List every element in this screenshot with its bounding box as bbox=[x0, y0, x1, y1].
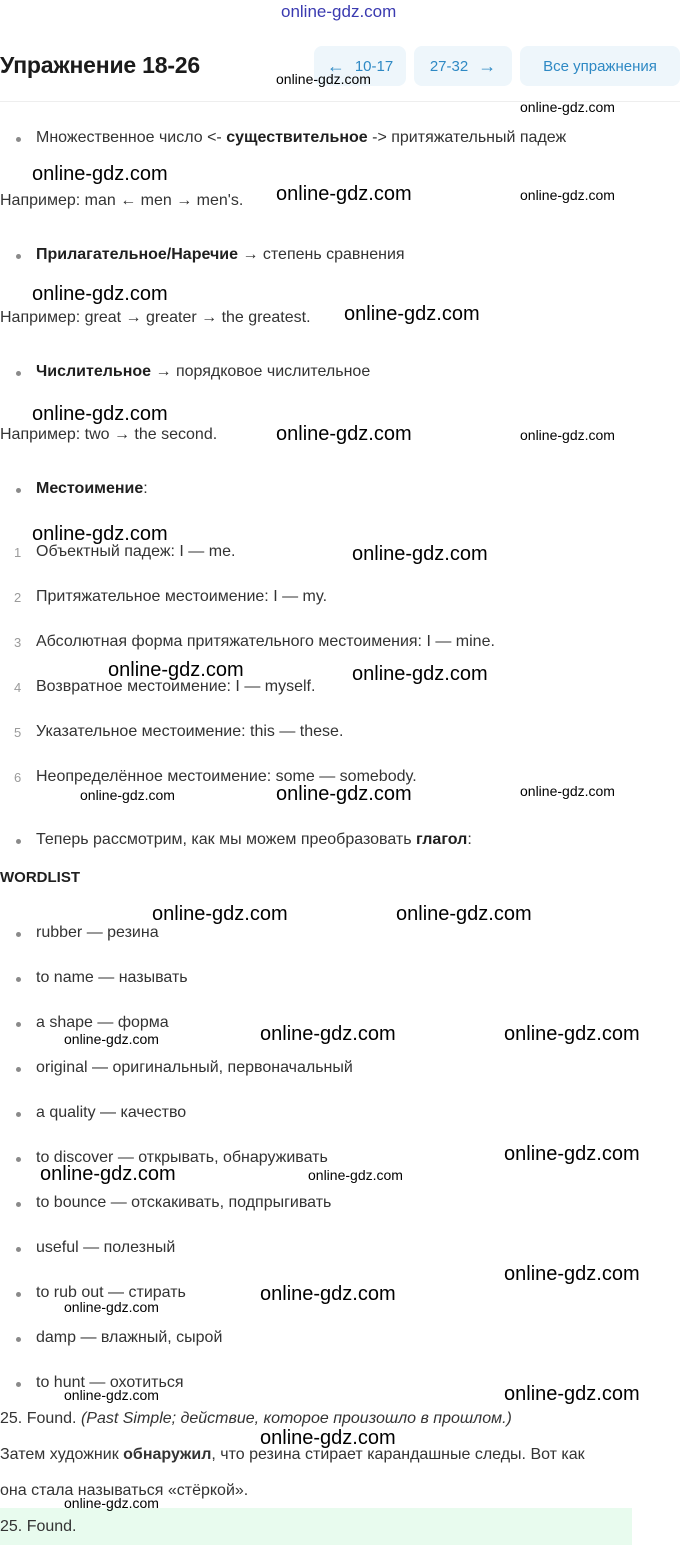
watermark: online-gdz.com bbox=[520, 427, 615, 443]
watermark: online-gdz.com bbox=[260, 1023, 396, 1045]
wordlist-item: to bounce — отскакивать, подпрыгивать bbox=[36, 1194, 332, 1211]
translation-pre: Затем художник bbox=[0, 1446, 124, 1463]
watermark: online-gdz.com bbox=[276, 423, 412, 445]
watermark: online-gdz.com bbox=[276, 183, 412, 205]
answer-box bbox=[0, 1508, 632, 1545]
bullet-icon bbox=[16, 1247, 21, 1252]
watermark: online-gdz.com bbox=[32, 403, 168, 425]
bullet-icon bbox=[16, 137, 21, 142]
verb-rule-pre: Теперь рассмотрим, как мы можем преобразовать bbox=[36, 831, 416, 848]
numeral-example: Например: two → the second. bbox=[0, 426, 218, 443]
bullet-icon bbox=[16, 1292, 21, 1297]
watermark: online-gdz.com bbox=[40, 1163, 176, 1185]
bullet-icon bbox=[16, 488, 21, 493]
all-exercises-button[interactable] bbox=[520, 46, 680, 86]
watermark: online-gdz.com bbox=[504, 1143, 640, 1165]
watermark: online-gdz.com bbox=[64, 1495, 159, 1511]
watermark: online-gdz.com bbox=[352, 543, 488, 565]
wordlist-heading: WORDLIST bbox=[0, 869, 80, 886]
watermark: online-gdz.com bbox=[32, 283, 168, 305]
list-item: Объектный падеж: I — me. bbox=[36, 543, 236, 560]
pronoun-rule-post: : bbox=[143, 480, 148, 497]
bullet-icon bbox=[16, 1067, 21, 1072]
list-number: 1 bbox=[14, 545, 22, 560]
all-exercises-label: Все упражнения bbox=[543, 57, 657, 75]
wordlist-item: to discover — открывать, обнаруживать bbox=[36, 1149, 328, 1166]
watermark: online-gdz.com bbox=[520, 187, 615, 203]
next-exercise-button[interactable] bbox=[414, 46, 512, 86]
next-exercise-label: 27-32 bbox=[429, 57, 469, 75]
answer-label: 25. Found. bbox=[0, 1410, 81, 1427]
bullet-icon bbox=[16, 1382, 21, 1387]
wordlist-item: to hunt — охотиться bbox=[36, 1374, 184, 1391]
arrow-right-icon: → bbox=[478, 56, 497, 76]
list-number: 3 bbox=[14, 635, 22, 650]
watermark: online-gdz.com bbox=[281, 2, 397, 21]
answer-note: (Past Simple; действие, которое произошло в прошлом.) bbox=[80, 1410, 512, 1427]
verb-rule bbox=[36, 831, 472, 849]
plural-example: Например: man ← men → men's. bbox=[0, 192, 244, 209]
watermark: online-gdz.com bbox=[520, 99, 615, 115]
adjective-example: Например: great → greater → the greatest. bbox=[0, 309, 311, 326]
adjective-rule bbox=[36, 246, 405, 264]
translation-line-2: она стала называться «стёркой». bbox=[0, 1482, 249, 1499]
watermark: online-gdz.com bbox=[80, 787, 175, 803]
numeral-rule-post: → порядковое числительное bbox=[151, 363, 371, 380]
watermark: online-gdz.com bbox=[520, 783, 615, 799]
watermark: online-gdz.com bbox=[504, 1023, 640, 1045]
bullet-icon bbox=[16, 254, 21, 259]
watermark: online-gdz.com bbox=[504, 1383, 640, 1405]
watermark: online-gdz.com bbox=[260, 1427, 396, 1449]
translation-bold: обнаружил bbox=[123, 1446, 212, 1463]
wordlist-item: to name — называть bbox=[36, 969, 188, 986]
wordlist-item: damp — влажный, сырой bbox=[36, 1329, 223, 1346]
plural-rule-pre: Множественное число <- bbox=[36, 129, 227, 146]
watermark: online-gdz.com bbox=[344, 303, 480, 325]
bullet-icon bbox=[16, 1022, 21, 1027]
bullet-icon bbox=[16, 977, 21, 982]
list-number: 6 bbox=[14, 770, 22, 785]
list-number: 5 bbox=[14, 725, 22, 740]
adjective-rule-post: → степень сравнения bbox=[238, 246, 405, 263]
wordlist-item: useful — полезный bbox=[36, 1239, 176, 1256]
bullet-icon bbox=[16, 1112, 21, 1117]
plural-rule bbox=[36, 129, 566, 147]
watermark: online-gdz.com bbox=[32, 523, 168, 545]
list-number: 2 bbox=[14, 590, 22, 605]
wordlist-item: a shape — форма bbox=[36, 1014, 169, 1031]
bullet-icon bbox=[16, 839, 21, 844]
watermark: online-gdz.com bbox=[276, 783, 412, 805]
bullet-icon bbox=[16, 371, 21, 376]
watermark: online-gdz.com bbox=[64, 1031, 159, 1047]
bullet-icon bbox=[16, 1337, 21, 1342]
watermark: online-gdz.com bbox=[64, 1387, 159, 1403]
numeral-rule-bold: Числительное bbox=[36, 363, 152, 380]
pronoun-rule bbox=[36, 480, 148, 498]
plural-rule-bold: существительное bbox=[226, 129, 368, 146]
watermark: online-gdz.com bbox=[308, 1167, 403, 1183]
wordlist-item: rubber — резина bbox=[36, 924, 159, 941]
adjective-rule-bold: Прилагательное/Наречие bbox=[36, 246, 238, 263]
pronoun-rule-bold: Местоимение bbox=[36, 480, 144, 497]
verb-rule-bold: глагол bbox=[416, 831, 468, 848]
bullet-icon bbox=[16, 932, 21, 937]
translation-post: , что резина стирает карандашные следы. Вот как bbox=[211, 1446, 585, 1463]
numeral-rule bbox=[36, 363, 370, 381]
watermark: online-gdz.com bbox=[396, 903, 532, 925]
watermark: online-gdz.com bbox=[276, 71, 371, 87]
verb-rule-post: : bbox=[467, 831, 472, 848]
bullet-icon bbox=[16, 1157, 21, 1162]
prev-exercise-label: 10-17 bbox=[354, 57, 394, 75]
arrow-left-icon: ← bbox=[326, 56, 345, 76]
page-title: Упражнение 18-26 bbox=[0, 52, 200, 78]
watermark: online-gdz.com bbox=[108, 659, 244, 681]
list-item: Неопределённое местоимение: some — somebody. bbox=[36, 768, 417, 785]
watermark: online-gdz.com bbox=[352, 663, 488, 685]
answer-final: 25. Found. bbox=[0, 1518, 77, 1535]
wordlist-item: a quality — качество bbox=[36, 1104, 187, 1121]
watermark: online-gdz.com bbox=[32, 163, 168, 185]
list-number: 4 bbox=[14, 680, 22, 695]
list-item: Абсолютная форма притяжательного местоимения: I — mine. bbox=[36, 633, 495, 650]
watermark: online-gdz.com bbox=[260, 1283, 396, 1305]
wordlist-item: to rub out — стирать bbox=[36, 1284, 186, 1301]
bullet-icon bbox=[16, 1202, 21, 1207]
list-item: Возвратное местоимение: I — myself. bbox=[36, 678, 316, 695]
watermark: online-gdz.com bbox=[152, 903, 288, 925]
watermark: online-gdz.com bbox=[504, 1263, 640, 1285]
plural-rule-post: -> притяжательный падеж bbox=[367, 129, 567, 146]
answer-explanation bbox=[0, 1410, 512, 1428]
watermark: online-gdz.com bbox=[64, 1299, 159, 1315]
list-item: Указательное местоимение: this — these. bbox=[36, 723, 344, 740]
wordlist-item: original — оригинальный, первоначальный bbox=[36, 1059, 353, 1076]
list-item: Притяжательное местоимение: I — my. bbox=[36, 588, 328, 605]
